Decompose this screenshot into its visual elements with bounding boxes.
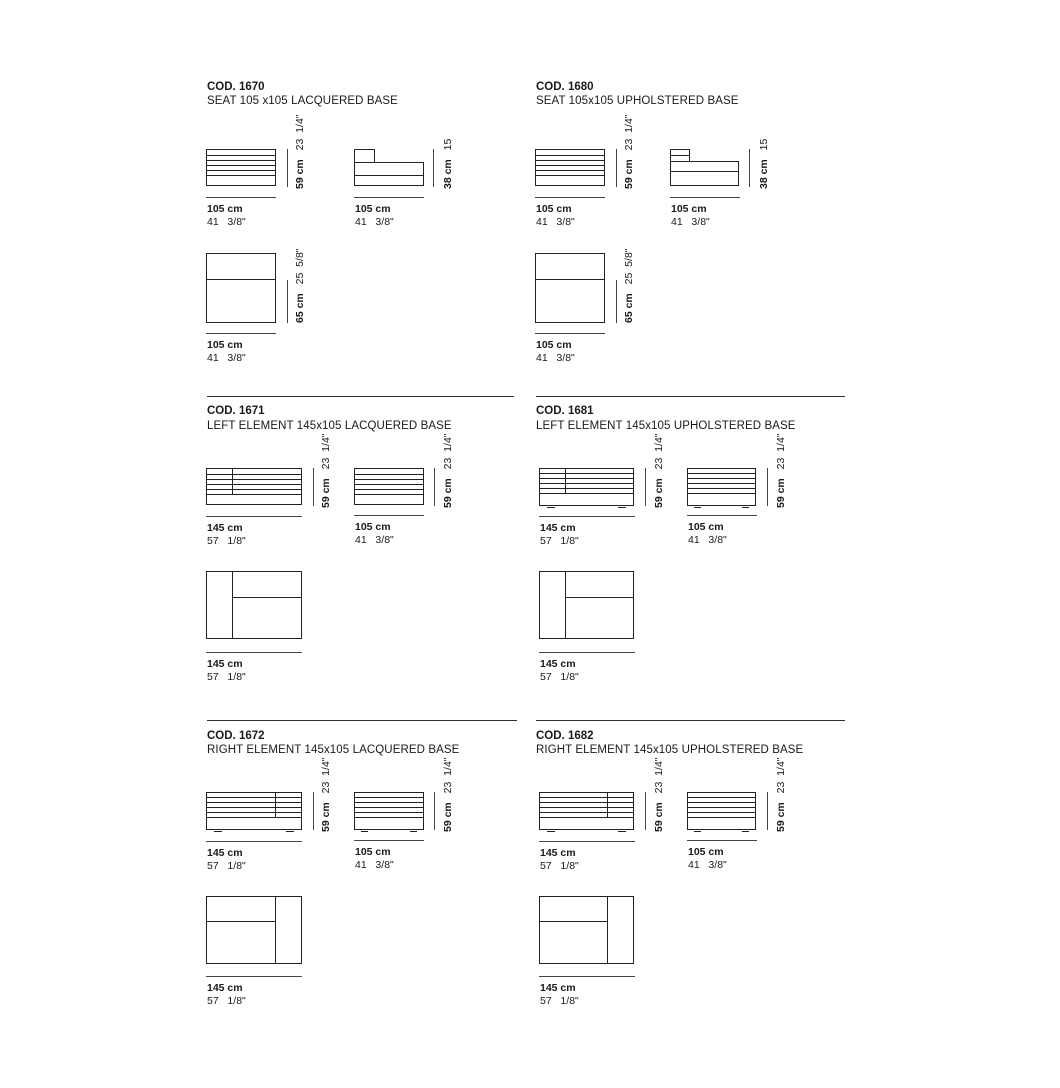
width-dimension-line bbox=[354, 840, 424, 841]
height-label: 59 cm 23 1/4" bbox=[775, 433, 787, 508]
width-inch-label: 41 3/8" bbox=[536, 352, 575, 364]
front-view-drawing bbox=[539, 468, 637, 512]
height-label: 59 cm 23 1/4" bbox=[320, 433, 332, 508]
height-dimension-line bbox=[313, 468, 314, 506]
width-inch-label: 41 3/8" bbox=[688, 859, 727, 871]
width-dimension-line bbox=[670, 197, 740, 198]
front-view-drawing bbox=[206, 468, 304, 508]
depth-label: 65 cm 25 5/8" bbox=[623, 248, 635, 323]
width-dimension-line bbox=[539, 516, 635, 517]
width-dimension-line bbox=[687, 515, 757, 516]
height-dimension-line bbox=[433, 149, 434, 187]
width-inch-label: 41 3/8" bbox=[355, 534, 394, 546]
top-view-drawing bbox=[539, 896, 637, 968]
width-dimension-line bbox=[354, 197, 424, 198]
width-cm-label: 145 cm bbox=[540, 658, 576, 670]
width-cm-label: 145 cm bbox=[540, 522, 576, 534]
depth-dimension-line bbox=[616, 280, 617, 323]
front-view-drawing bbox=[539, 792, 637, 836]
height-label: 59 cm 23 1/4" bbox=[320, 757, 332, 832]
height-label: 59 cm 23 1/4" bbox=[442, 433, 454, 508]
width-cm-label: 145 cm bbox=[540, 847, 576, 859]
section-divider bbox=[536, 396, 845, 397]
top-view-drawing bbox=[535, 253, 607, 325]
top-view-drawing bbox=[539, 571, 637, 643]
side-view-drawing bbox=[354, 792, 426, 836]
height-dimension-line bbox=[313, 792, 314, 830]
height-label: 59 cm 23 1/4" bbox=[294, 114, 306, 189]
product-code: COD. 1681 bbox=[536, 405, 594, 417]
height-label: 59 cm 23 1/4" bbox=[442, 757, 454, 832]
side-view-drawing bbox=[687, 792, 759, 836]
top-view-drawing bbox=[206, 571, 304, 643]
height-label: 38 cm 15 bbox=[442, 138, 454, 189]
side-view-drawing bbox=[354, 149, 426, 189]
product-code: COD. 1672 bbox=[207, 730, 265, 742]
section-divider bbox=[536, 720, 845, 721]
height-label: 38 cm 15 bbox=[758, 138, 770, 189]
width-inch-label: 41 3/8" bbox=[536, 216, 575, 228]
width-dimension-line bbox=[535, 197, 605, 198]
product-description: SEAT 105 x105 LACQUERED BASE bbox=[207, 95, 398, 107]
depth-label: 65 cm 25 5/8" bbox=[294, 248, 306, 323]
height-dimension-line bbox=[434, 792, 435, 830]
width-dimension-line bbox=[206, 652, 302, 653]
width-cm-label: 145 cm bbox=[207, 982, 243, 994]
height-dimension-line bbox=[645, 792, 646, 830]
width-dimension-line bbox=[539, 652, 635, 653]
width-cm-label: 105 cm bbox=[355, 846, 391, 858]
width-inch-label: 41 3/8" bbox=[355, 859, 394, 871]
width-inch-label: 57 1/8" bbox=[207, 671, 246, 683]
width-cm-label: 105 cm bbox=[536, 203, 572, 215]
product-description: RIGHT ELEMENT 145x105 UPHOLSTERED BASE bbox=[536, 744, 804, 756]
product-code: COD. 1682 bbox=[536, 730, 594, 742]
width-cm-label: 145 cm bbox=[207, 658, 243, 670]
front-view-drawing bbox=[206, 792, 304, 836]
width-dimension-line bbox=[535, 333, 605, 334]
product-description: LEFT ELEMENT 145x105 UPHOLSTERED BASE bbox=[536, 420, 796, 432]
width-inch-label: 57 1/8" bbox=[540, 995, 579, 1007]
height-dimension-line bbox=[616, 149, 617, 187]
width-dimension-line bbox=[687, 840, 757, 841]
height-dimension-line bbox=[434, 468, 435, 506]
front-view-drawing bbox=[535, 149, 607, 189]
side-view-drawing bbox=[670, 149, 742, 189]
section-divider bbox=[207, 396, 514, 397]
width-cm-label: 105 cm bbox=[671, 203, 707, 215]
width-cm-label: 105 cm bbox=[355, 521, 391, 533]
width-dimension-line bbox=[206, 976, 302, 977]
width-inch-label: 57 1/8" bbox=[207, 860, 246, 872]
height-label: 59 cm 23 1/4" bbox=[623, 114, 635, 189]
width-cm-label: 105 cm bbox=[536, 339, 572, 351]
front-view-drawing bbox=[206, 149, 278, 189]
width-cm-label: 105 cm bbox=[207, 339, 243, 351]
width-dimension-line bbox=[539, 841, 635, 842]
height-dimension-line bbox=[767, 468, 768, 506]
width-inch-label: 41 3/8" bbox=[207, 352, 246, 364]
side-view-drawing bbox=[687, 468, 759, 512]
height-dimension-line bbox=[645, 468, 646, 506]
side-view-drawing bbox=[354, 468, 426, 508]
section-divider bbox=[207, 720, 517, 721]
width-dimension-line bbox=[539, 976, 635, 977]
width-dimension-line bbox=[206, 333, 276, 334]
width-inch-label: 57 1/8" bbox=[540, 535, 579, 547]
width-inch-label: 41 3/8" bbox=[355, 216, 394, 228]
width-cm-label: 105 cm bbox=[688, 846, 724, 858]
top-view-drawing bbox=[206, 253, 278, 325]
width-cm-label: 145 cm bbox=[540, 982, 576, 994]
width-inch-label: 41 3/8" bbox=[671, 216, 710, 228]
width-inch-label: 57 1/8" bbox=[540, 860, 579, 872]
height-dimension-line bbox=[287, 149, 288, 187]
product-description: RIGHT ELEMENT 145x105 LACQUERED BASE bbox=[207, 744, 460, 756]
width-inch-label: 57 1/8" bbox=[207, 535, 246, 547]
width-dimension-line bbox=[206, 516, 302, 517]
height-dimension-line bbox=[767, 792, 768, 830]
product-code: COD. 1670 bbox=[207, 81, 265, 93]
height-label: 59 cm 23 1/4" bbox=[775, 757, 787, 832]
product-description: LEFT ELEMENT 145x105 LACQUERED BASE bbox=[207, 420, 452, 432]
width-cm-label: 105 cm bbox=[207, 203, 243, 215]
width-dimension-line bbox=[206, 197, 276, 198]
height-label: 59 cm 23 1/4" bbox=[653, 433, 665, 508]
product-code: COD. 1671 bbox=[207, 405, 265, 417]
width-inch-label: 41 3/8" bbox=[207, 216, 246, 228]
height-label: 59 cm 23 1/4" bbox=[653, 757, 665, 832]
top-view-drawing bbox=[206, 896, 304, 968]
product-code: COD. 1680 bbox=[536, 81, 594, 93]
width-inch-label: 41 3/8" bbox=[688, 534, 727, 546]
width-cm-label: 145 cm bbox=[207, 522, 243, 534]
width-inch-label: 57 1/8" bbox=[207, 995, 246, 1007]
width-dimension-line bbox=[354, 515, 424, 516]
width-dimension-line bbox=[206, 841, 302, 842]
width-cm-label: 105 cm bbox=[688, 521, 724, 533]
width-cm-label: 105 cm bbox=[355, 203, 391, 215]
product-description: SEAT 105x105 UPHOLSTERED BASE bbox=[536, 95, 739, 107]
depth-dimension-line bbox=[287, 280, 288, 323]
width-cm-label: 145 cm bbox=[207, 847, 243, 859]
height-dimension-line bbox=[749, 149, 750, 187]
width-inch-label: 57 1/8" bbox=[540, 671, 579, 683]
